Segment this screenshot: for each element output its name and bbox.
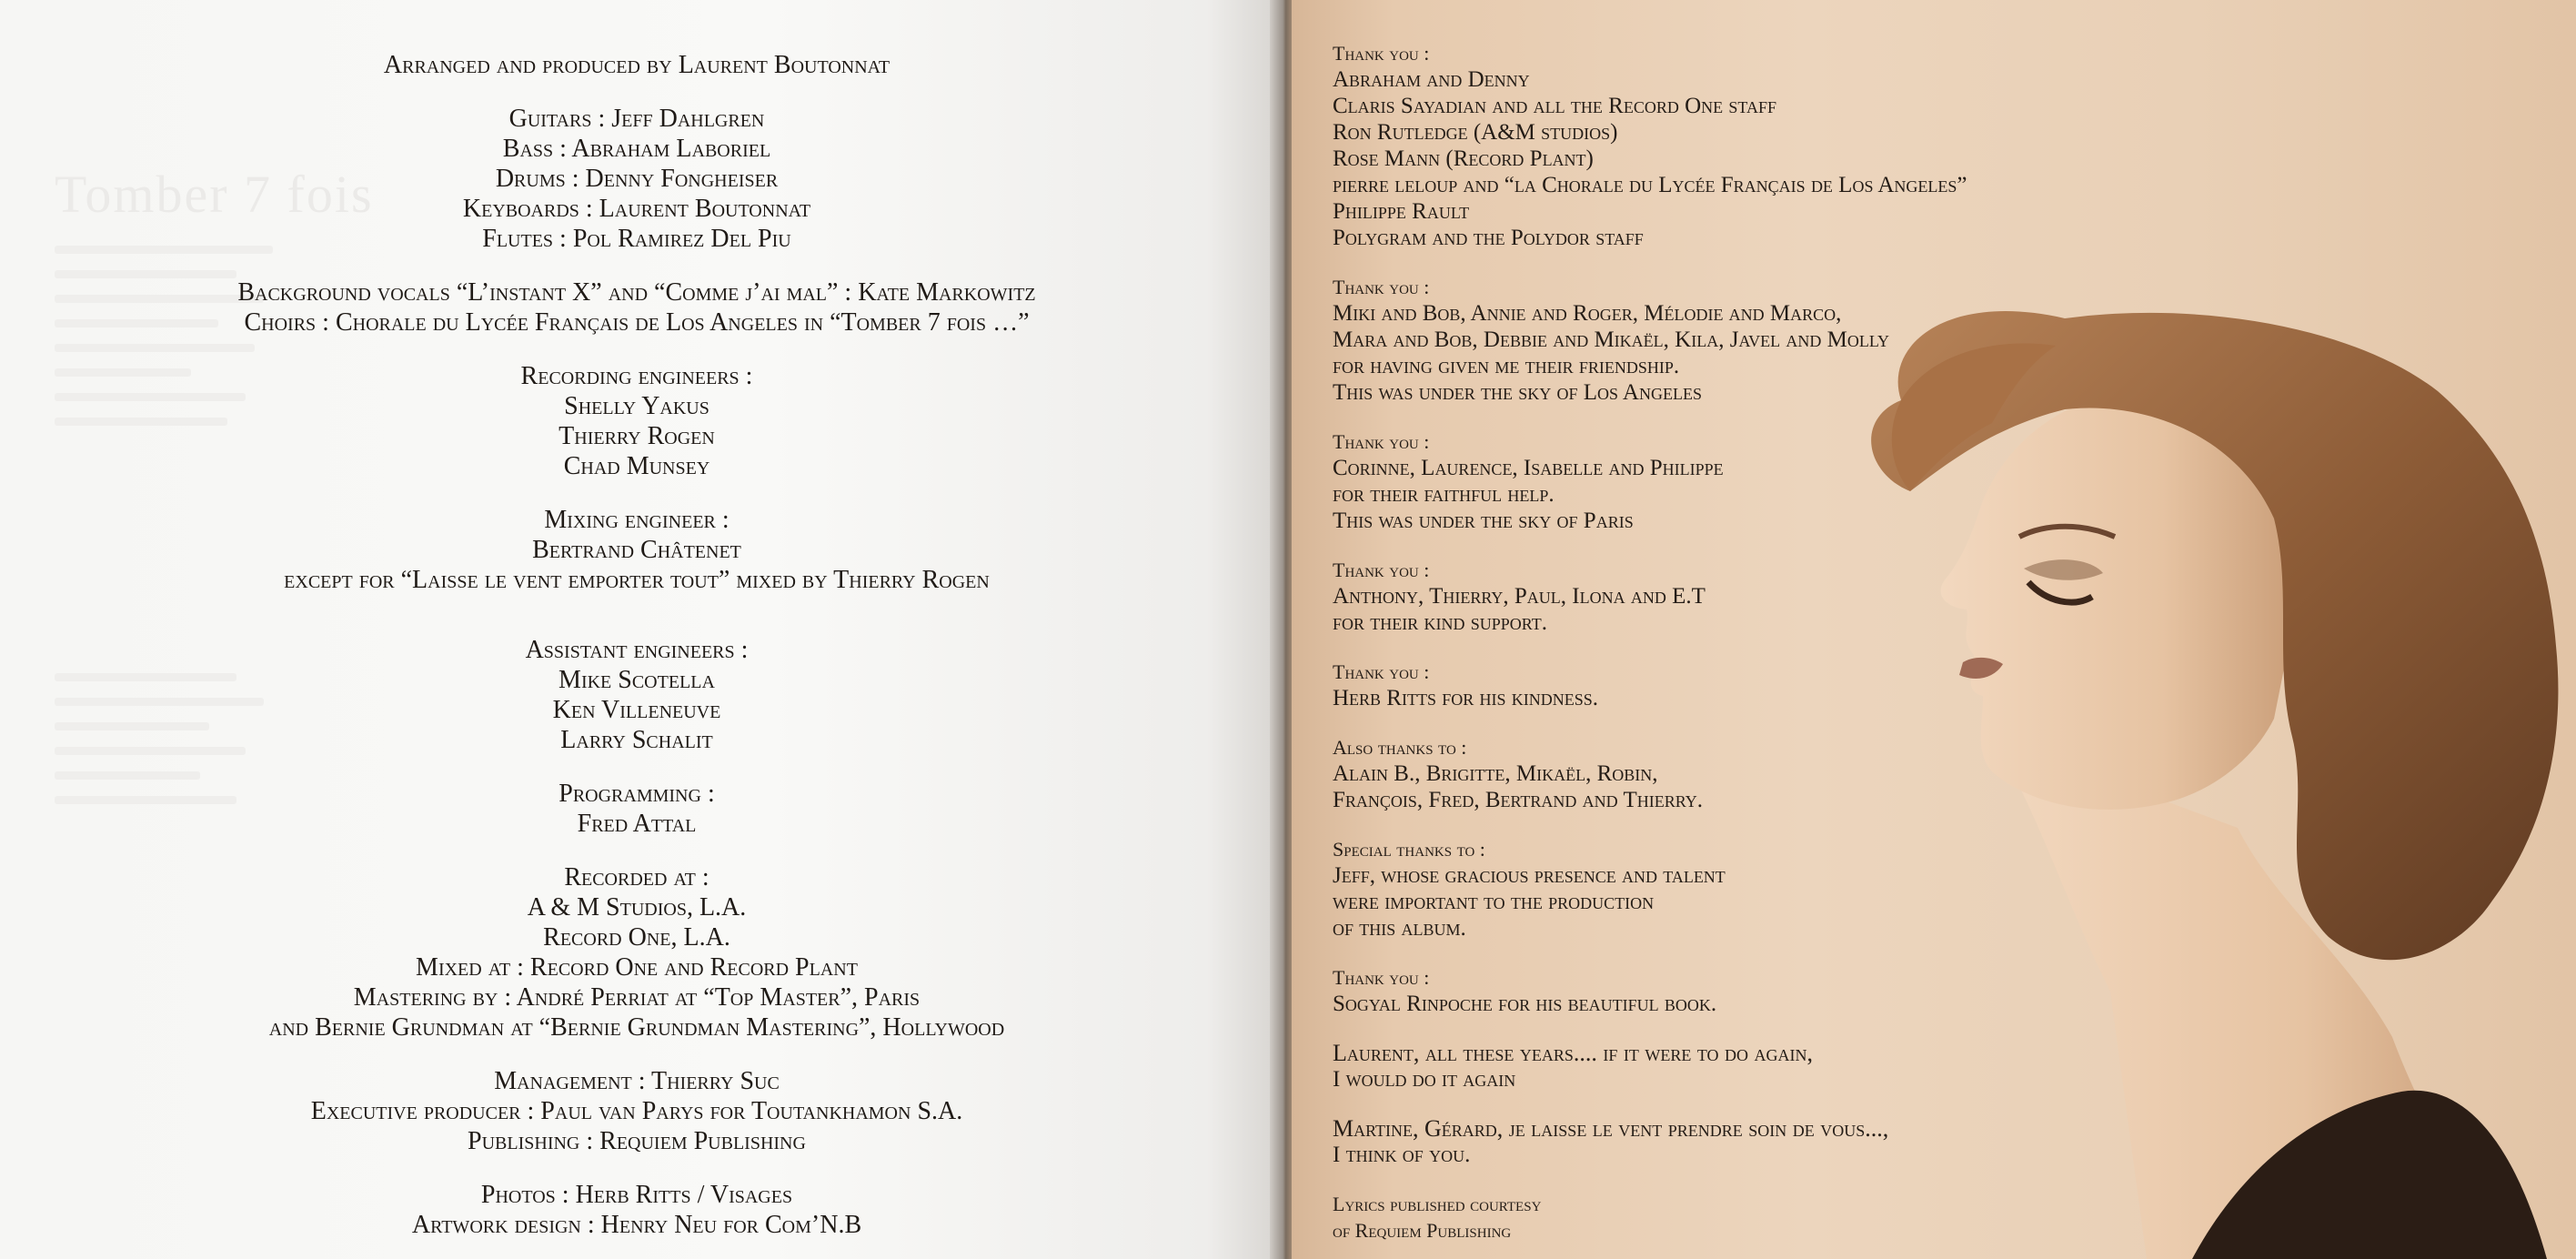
thanks-heading: Thank you :	[1333, 430, 1430, 453]
credit-line: Shelly Yakus	[564, 392, 709, 420]
credit-line: Executive producer : Paul van Parys for Toutankhamon S.A.	[310, 1097, 963, 1125]
credit-line: Publishing : Requiem Publishing	[468, 1127, 806, 1155]
thanks-heading: Thank you :	[1333, 966, 1430, 989]
credit-heading: Recording engineers :	[520, 362, 753, 390]
credit-producer: Arranged and produced by Laurent Boutonnat	[383, 51, 891, 79]
credit-line: except for “Laisse le vent emporter tout” mixed by Thierry Rogen	[284, 566, 990, 594]
credit-line: Flutes : Pol Ramirez Del Piu	[482, 225, 791, 253]
thanks-line: for having given me their friendship.	[1333, 354, 1680, 378]
credits-block	[0, 50, 1273, 1240]
credit-line: Choirs : Chorale du Lycée Français de Los Angeles in “Tomber 7 fois …”	[244, 308, 1030, 337]
thanks-line: Herb Ritts for his kindness.	[1333, 686, 1599, 710]
credit-line: Background vocals “L’instant X” and “Comme j’ai mal” : Kate Markowitz	[237, 278, 1036, 307]
thanks-line: Philippe Rault	[1333, 199, 1470, 224]
bleed-through-ghost-text: Tomber 7 fois	[55, 165, 374, 224]
credit-heading: Mixing engineer :	[544, 506, 730, 534]
thanks-line: pierre leloup and “la Chorale du Lycée Français de Los Angeles”	[1333, 173, 1967, 197]
credit-line: and Bernie Grundman at “Bernie Grundman Mastering”, Hollywood	[268, 1013, 1005, 1042]
thanks-heading: Thank you :	[1333, 276, 1430, 298]
thanks-line: Sogyal Rinpoche for his beautiful book.	[1333, 992, 1717, 1016]
thanks-line: Lyrics published courtesy	[1333, 1193, 1542, 1215]
thanks-line: Corinne, Laurence, Isabelle and Philippe	[1333, 456, 1724, 480]
thanks-line: I would do it again	[1333, 1067, 1516, 1092]
credit-line: Fred Attal	[577, 810, 697, 838]
thanks-line: Martine, Gérard, je laisse le vent prendre soin de vous...,	[1333, 1115, 1889, 1142]
credit-line: Larry Schalit	[560, 726, 713, 754]
credit-line: Bertrand Châtenet	[532, 536, 741, 564]
credit-line: A & M Studios, L.A.	[527, 893, 747, 922]
thanks-line: were important to the production	[1333, 890, 1655, 914]
credit-line: Chad Munsey	[563, 452, 710, 480]
credit-line: Thierry Rogen	[558, 422, 715, 450]
thanks-line: for their kind support.	[1333, 610, 1547, 635]
thanks-heading: Thank you :	[1333, 660, 1430, 683]
credit-line: Mixed at : Record One and Record Plant	[416, 953, 858, 982]
thanks-line: Claris Sayadian and all the Record One staff	[1333, 94, 1776, 118]
thanks-line: Polygram and the Polydor staff	[1333, 226, 1644, 250]
thanks-heading: Thank you :	[1333, 559, 1430, 581]
left-page-credits	[0, 0, 1284, 1259]
thanks-line: Laurent, all these years.... if it were to do again,	[1333, 1040, 1814, 1066]
credit-line: Guitars : Jeff Dahlgren	[508, 105, 765, 133]
thanks-line: This was under the sky of Los Angeles	[1333, 380, 1702, 405]
credit-line: Mike Scotella	[558, 666, 715, 694]
thanks-line: Alain B., Brigitte, Mikaël, Robin,	[1333, 761, 1658, 786]
thanks-line: François, Fred, Bertrand and Thierry.	[1333, 788, 1703, 812]
right-page-thanks	[1292, 0, 2576, 1259]
thanks-line: Miki and Bob, Annie and Roger, Mélodie and Marco,	[1333, 301, 1842, 326]
thanks-line: of Requiem Publishing	[1333, 1219, 1512, 1242]
credit-line: Artwork design : Henry Neu for Com’N.B	[411, 1211, 862, 1239]
credit-line: Management : Thierry Suc	[494, 1067, 780, 1095]
thanks-line: Rose Mann (Record Plant)	[1333, 146, 1594, 171]
credit-heading: Recorded at :	[564, 863, 709, 891]
credit-line: Keyboards : Laurent Boutonnat	[462, 195, 811, 223]
credit-line: Drums : Denny Fongheiser	[495, 165, 779, 193]
thanks-line: Ron Rutledge (A&M studios)	[1333, 120, 1618, 145]
credit-line: Ken Villeneuve	[552, 696, 721, 724]
thanks-line: for their faithful help.	[1333, 482, 1555, 507]
thanks-line: This was under the sky of Paris	[1333, 509, 1634, 533]
thanks-line: Anthony, Thierry, Paul, Ilona and E.T	[1333, 584, 1706, 609]
thanks-heading: Special thanks to :	[1333, 838, 1485, 861]
thanks-line: Jeff, whose gracious presence and talent	[1333, 863, 1726, 888]
thanks-line: Abraham and Denny	[1333, 67, 1530, 92]
credit-line: Record One, L.A.	[543, 923, 730, 952]
credit-heading: Assistant engineers :	[525, 636, 749, 664]
credit-line: Bass : Abraham Laboriel	[502, 135, 771, 163]
credit-heading: Programming :	[558, 780, 715, 808]
thanks-heading: Thank you :	[1333, 42, 1430, 65]
thanks-line: of this album.	[1333, 916, 1466, 941]
portrait-photo	[1765, 264, 2576, 1259]
credit-line: Photos : Herb Ritts / Visages	[480, 1181, 793, 1209]
thanks-line: Mara and Bob, Debbie and Mikaël, Kila, Javel and Molly	[1333, 327, 1890, 352]
thanks-line: I think of you.	[1333, 1143, 1471, 1167]
credit-line: Mastering by : André Perriat at “Top Master”, Paris	[353, 983, 921, 1012]
thanks-heading: Also thanks to :	[1333, 736, 1467, 759]
